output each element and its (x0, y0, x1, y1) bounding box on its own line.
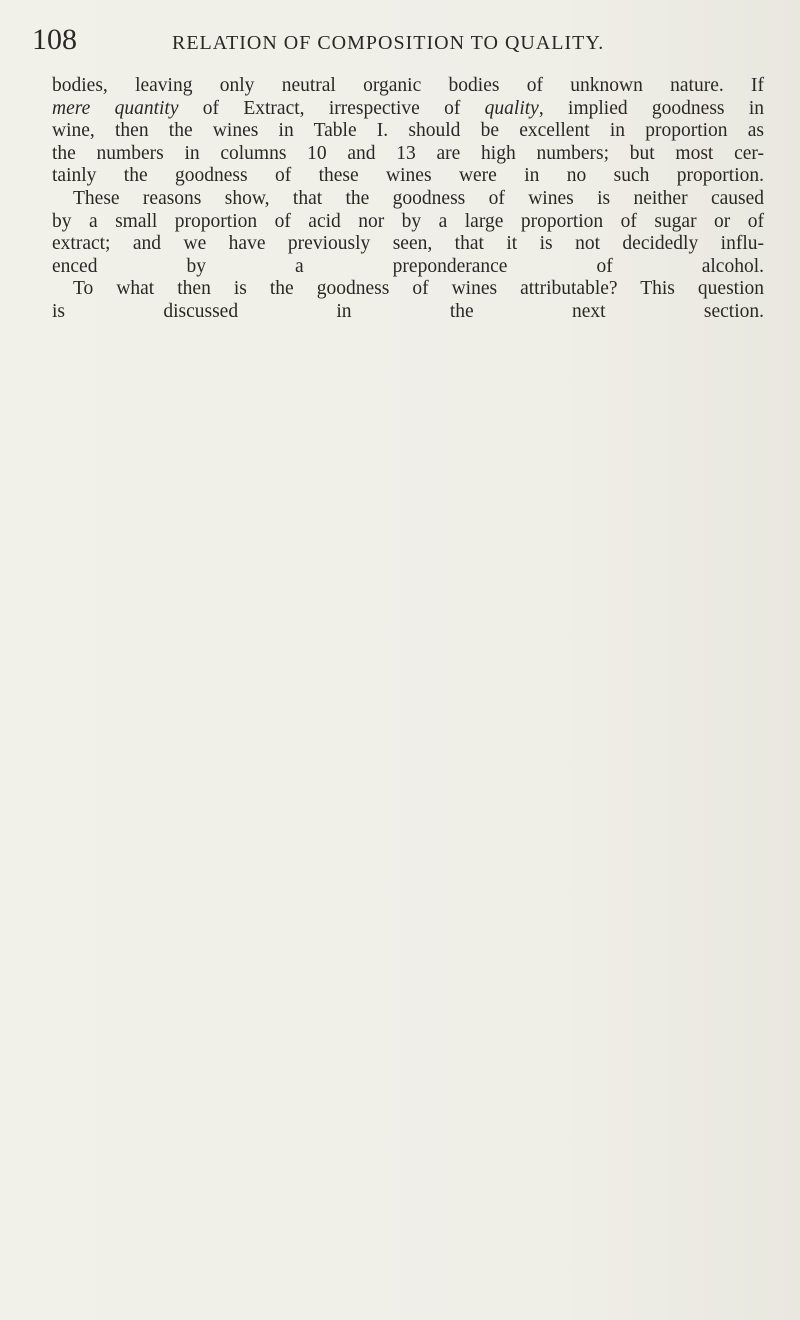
text-line (52, 98, 764, 121)
text-line: tainly the goodness of these wines were in no such proportion. (52, 165, 764, 187)
text-line: extract; and we have previously seen, that it is not decidedly influ- (52, 233, 764, 255)
text-fragment: , implied goodness in (538, 97, 764, 119)
text-line: wine, then the wines in Table I. should be excellent in proportion as (52, 120, 764, 142)
text-line: the numbers in columns 10 and 13 are high numbers; but most cer- (52, 142, 764, 164)
italic-phrase: mere quantity (52, 97, 179, 119)
text-fragment: of Extract, irrespective of (178, 97, 485, 119)
paragraph-3 (52, 278, 764, 323)
text-line: These reasons show, that the goodness of wines is neither caused (73, 187, 764, 209)
body-text (52, 75, 764, 324)
text-line: by a small proportion of acid nor by a large proportion of sugar or of (52, 210, 764, 232)
paragraph-2 (52, 188, 764, 278)
page-number: 108 (32, 23, 77, 56)
running-title: RELATION OF COMPOSITION TO QUALITY. (172, 32, 605, 54)
text-line: is discussed in the next section. (52, 300, 764, 322)
paragraph-1 (52, 75, 764, 188)
text-line: bodies, leaving only neutral organic bodies of unknown nature. If (52, 75, 764, 96)
running-head (32, 20, 762, 60)
italic-phrase: quality (484, 97, 539, 119)
text-line: To what then is the goodness of wines attributable? This question (73, 278, 764, 300)
text-line: enced by a preponderance of alcohol. (52, 255, 764, 277)
